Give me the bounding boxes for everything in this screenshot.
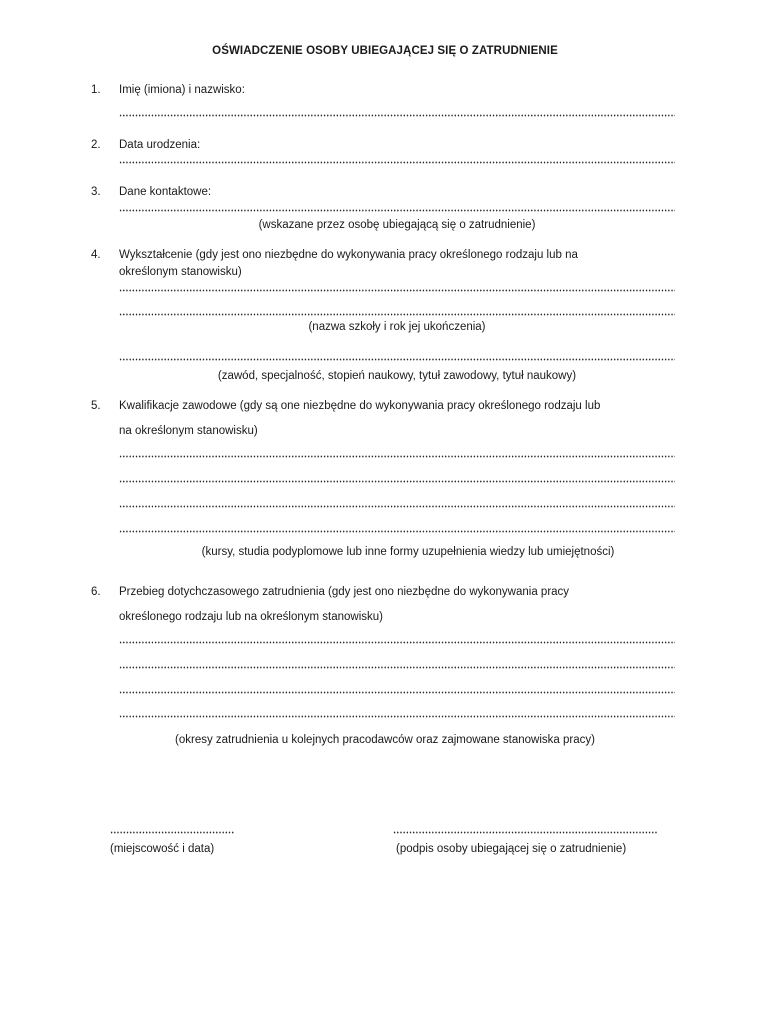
item-4-number: 4. <box>91 249 101 261</box>
item-5-fill-line-4[interactable] <box>119 530 675 533</box>
item-4-fill-line-1[interactable] <box>119 289 675 292</box>
item-4-hint-school: (nazwa szkoły i rok jej ukończenia) <box>308 321 486 333</box>
item-2-fill-line[interactable] <box>119 161 675 164</box>
item-6-label-line-1: Przebieg dotychczasowego zatrudnienia (gdy jest ono niezbędne do wykonywania pracy <box>119 586 570 598</box>
item-1-number: 1. <box>91 84 101 96</box>
item-5-fill-line-1[interactable] <box>119 455 675 458</box>
item-5-fill-line-2[interactable] <box>119 480 675 483</box>
item-2-label: Data urodzenia: <box>119 139 201 151</box>
item-6-hint: (okresy zatrudnienia u kolejnych pracodawców oraz zajmowane stanowiska pracy) <box>175 734 595 746</box>
item-2-number: 2. <box>91 139 101 151</box>
item-4-fill-line-2[interactable] <box>119 313 675 316</box>
item-5-number: 5. <box>91 400 101 412</box>
item-5-label-line-1: Kwalifikacje zawodowe (gdy są one niezbędne do wykonywania pracy określonego rodzaju lub <box>119 400 601 412</box>
signature-label: (podpis osoby ubiegającej się o zatrudnienie) <box>396 843 627 855</box>
item-5-hint: (kursy, studia podyplomowe lub inne formy uzupełnienia wiedzy lub umiejętności) <box>201 546 615 558</box>
place-date-label: (miejscowość i data) <box>110 843 215 855</box>
item-5-label-line-2: na określonym stanowisku) <box>119 425 258 437</box>
item-3-fill-line[interactable] <box>119 209 675 212</box>
item-1-label: Imię (imiona) i nazwisko: <box>119 84 245 96</box>
item-1-fill-line[interactable] <box>119 114 675 117</box>
item-3-number: 3. <box>91 186 101 198</box>
item-6-number: 6. <box>91 586 101 598</box>
item-6-label-line-2: określonego rodzaju lub na określonym stanowisku) <box>119 611 384 623</box>
place-date-fill-line[interactable] <box>110 831 234 834</box>
document-title: OŚWIADCZENIE OSOBY UBIEGAJĄCEJ SIĘ O ZATRUDNIENIE <box>212 45 558 57</box>
item-6-fill-line-4[interactable] <box>119 715 675 718</box>
item-6-fill-line-1[interactable] <box>119 641 675 644</box>
item-4-hint-profession: (zawód, specjalność, stopień naukowy, tytuł zawodowy, tytuł naukowy) <box>217 370 577 382</box>
item-4-label-line-1: Wykształcenie (gdy jest ono niezbędne do wykonywania pracy określonego rodzaju lub na <box>119 249 578 261</box>
item-4-fill-line-3[interactable] <box>119 358 675 361</box>
item-3-hint: (wskazane przez osobę ubiegającą się o zatrudnienie) <box>258 219 536 231</box>
item-5-fill-line-3[interactable] <box>119 505 675 508</box>
item-3-label: Dane kontaktowe: <box>119 186 212 198</box>
item-4-label-line-2: określonym stanowisku) <box>119 266 242 278</box>
item-6-fill-line-2[interactable] <box>119 666 675 669</box>
signature-fill-line[interactable] <box>393 831 658 834</box>
item-6-fill-line-3[interactable] <box>119 691 675 694</box>
